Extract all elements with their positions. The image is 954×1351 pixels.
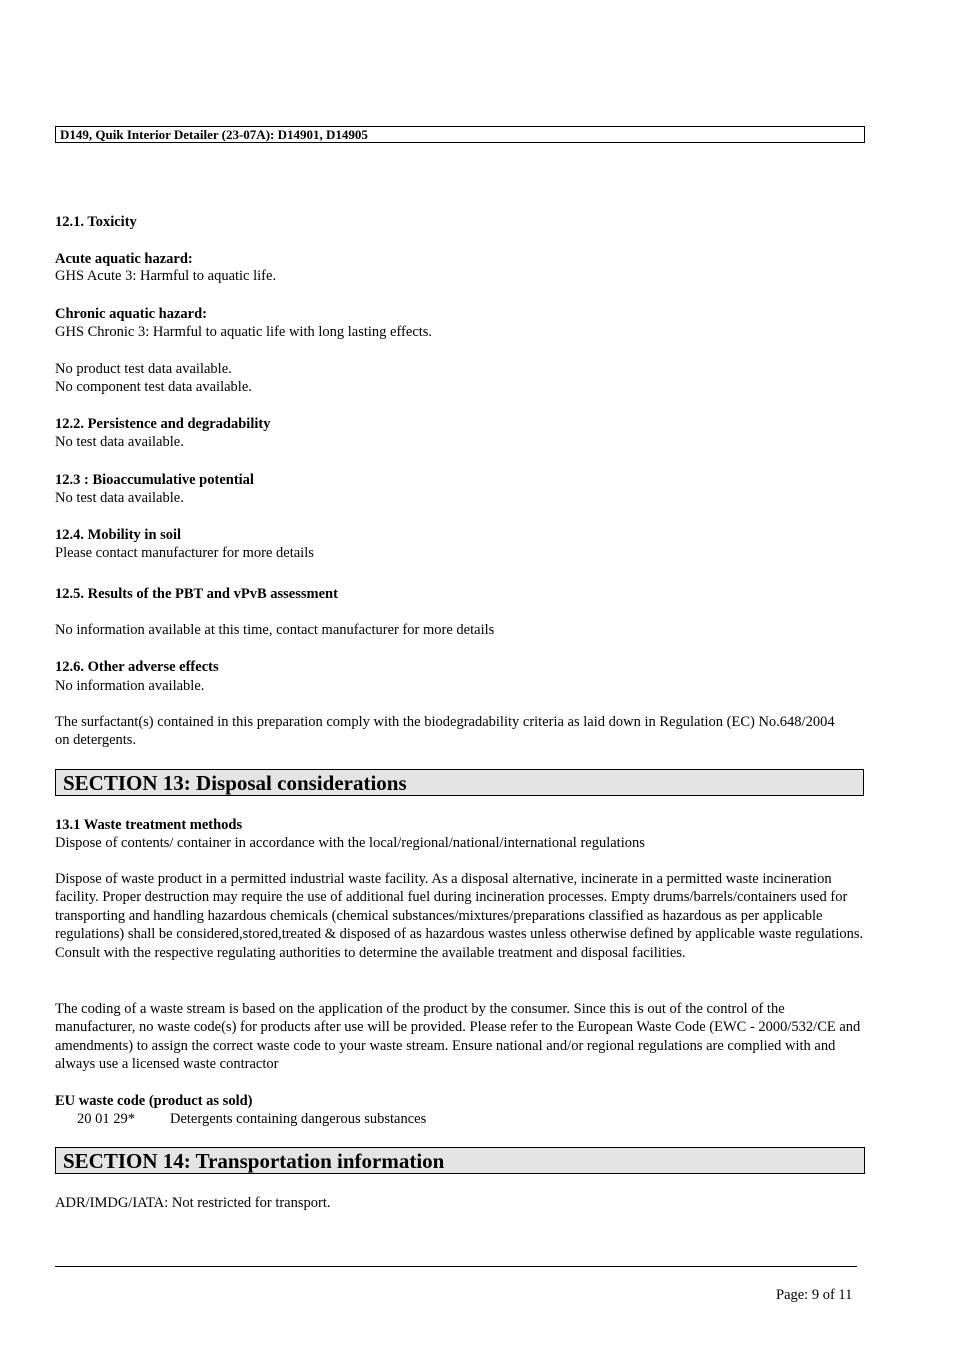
bioaccumulative-value: No test data available. (55, 490, 184, 506)
other-effects-heading: 12.6. Other adverse effects (55, 659, 219, 675)
no-product-data-text: No product test data available. (55, 361, 232, 377)
other-effects-value: No information available. (55, 678, 205, 694)
waste-treatment-value: Dispose of contents/ container in accordance with the local/regional/national/international regulations (55, 835, 645, 851)
mobility-heading: 12.4. Mobility in soil (55, 527, 182, 543)
eu-waste-code: 20 01 29* (77, 1111, 135, 1127)
transport-value: ADR/IMDG/IATA: Not restricted for transport. (55, 1195, 331, 1211)
persistence-heading: 12.2. Persistence and degradability (55, 416, 271, 432)
section-14-title: SECTION 14: Transportation information (63, 1149, 445, 1173)
eu-waste-code-heading: EU waste code (product as sold) (55, 1093, 253, 1109)
surfactant-note: The surfactant(s) contained in this preparation comply with the biodegradability criteria as laid down in Regulation (EC) No.648/2004 on detergents. (55, 714, 835, 749)
waste-treatment-heading: 13.1 Waste treatment methods (55, 817, 243, 833)
acute-hazard-value: GHS Acute 3: Harmful to aquatic life. (55, 268, 277, 284)
chronic-hazard-label: Chronic aquatic hazard: (55, 306, 207, 322)
persistence-value: No test data available. (55, 434, 184, 450)
mobility-value: Please contact manufacturer for more details (55, 545, 314, 561)
section-14-banner (55, 1147, 865, 1174)
page-number: Page: 9 of 11 (776, 1287, 853, 1303)
acute-hazard-label: Acute aquatic hazard: (55, 251, 193, 267)
document-title: D149, Quik Interior Detailer (23-07A): D14901, D14905 (60, 127, 368, 142)
no-component-data-text: No component test data available. (55, 379, 252, 395)
toxicity-heading: 12.1. Toxicity (55, 214, 137, 230)
pbt-value: No information available at this time, contact manufacturer for more details (55, 622, 495, 638)
bioaccumulative-heading: 12.3 : Bioaccumulative potential (55, 472, 254, 488)
waste-coding-paragraph: The coding of a waste stream is based on the application of the product by the consumer. Since this is out of the control of the manufacturer, no waste code(s) for products after use will be provided. Please refer to the European Waste Code (EWC - 2000/532/CE and amendments) to assign the correct waste code to your waste stream. Ensure national and/or regional regulations are complied with and always use a licensed waste contractor (55, 1001, 861, 1073)
disposal-paragraph: Dispose of waste product in a permitted industrial waste facility. As a disposal alternative, incinerate in a permitted waste incineration facility. Proper destruction may require the use of additional fuel during incineration processes. Empty drums/barrels/containers used for transporting and handling hazardous chemicals (chemical substances/mixtures/preparations classified as hazardous as per applicable regulations) shall be considered,stored,treated & disposed of as hazardous wastes unless otherwise defined by applicable waste regulations. Consult with the respective regulating authorities to determine the available treatment and disposal facilities. (55, 871, 864, 961)
section-13-title: SECTION 13: Disposal considerations (63, 771, 407, 795)
document-header (55, 126, 865, 143)
section-13-banner (55, 769, 864, 796)
footer-divider (55, 1266, 857, 1267)
pbt-heading: 12.5. Results of the PBT and vPvB assessment (55, 586, 338, 602)
eu-waste-code-description: Detergents containing dangerous substances (170, 1111, 427, 1127)
chronic-hazard-value: GHS Chronic 3: Harmful to aquatic life with long lasting effects. (55, 324, 433, 340)
